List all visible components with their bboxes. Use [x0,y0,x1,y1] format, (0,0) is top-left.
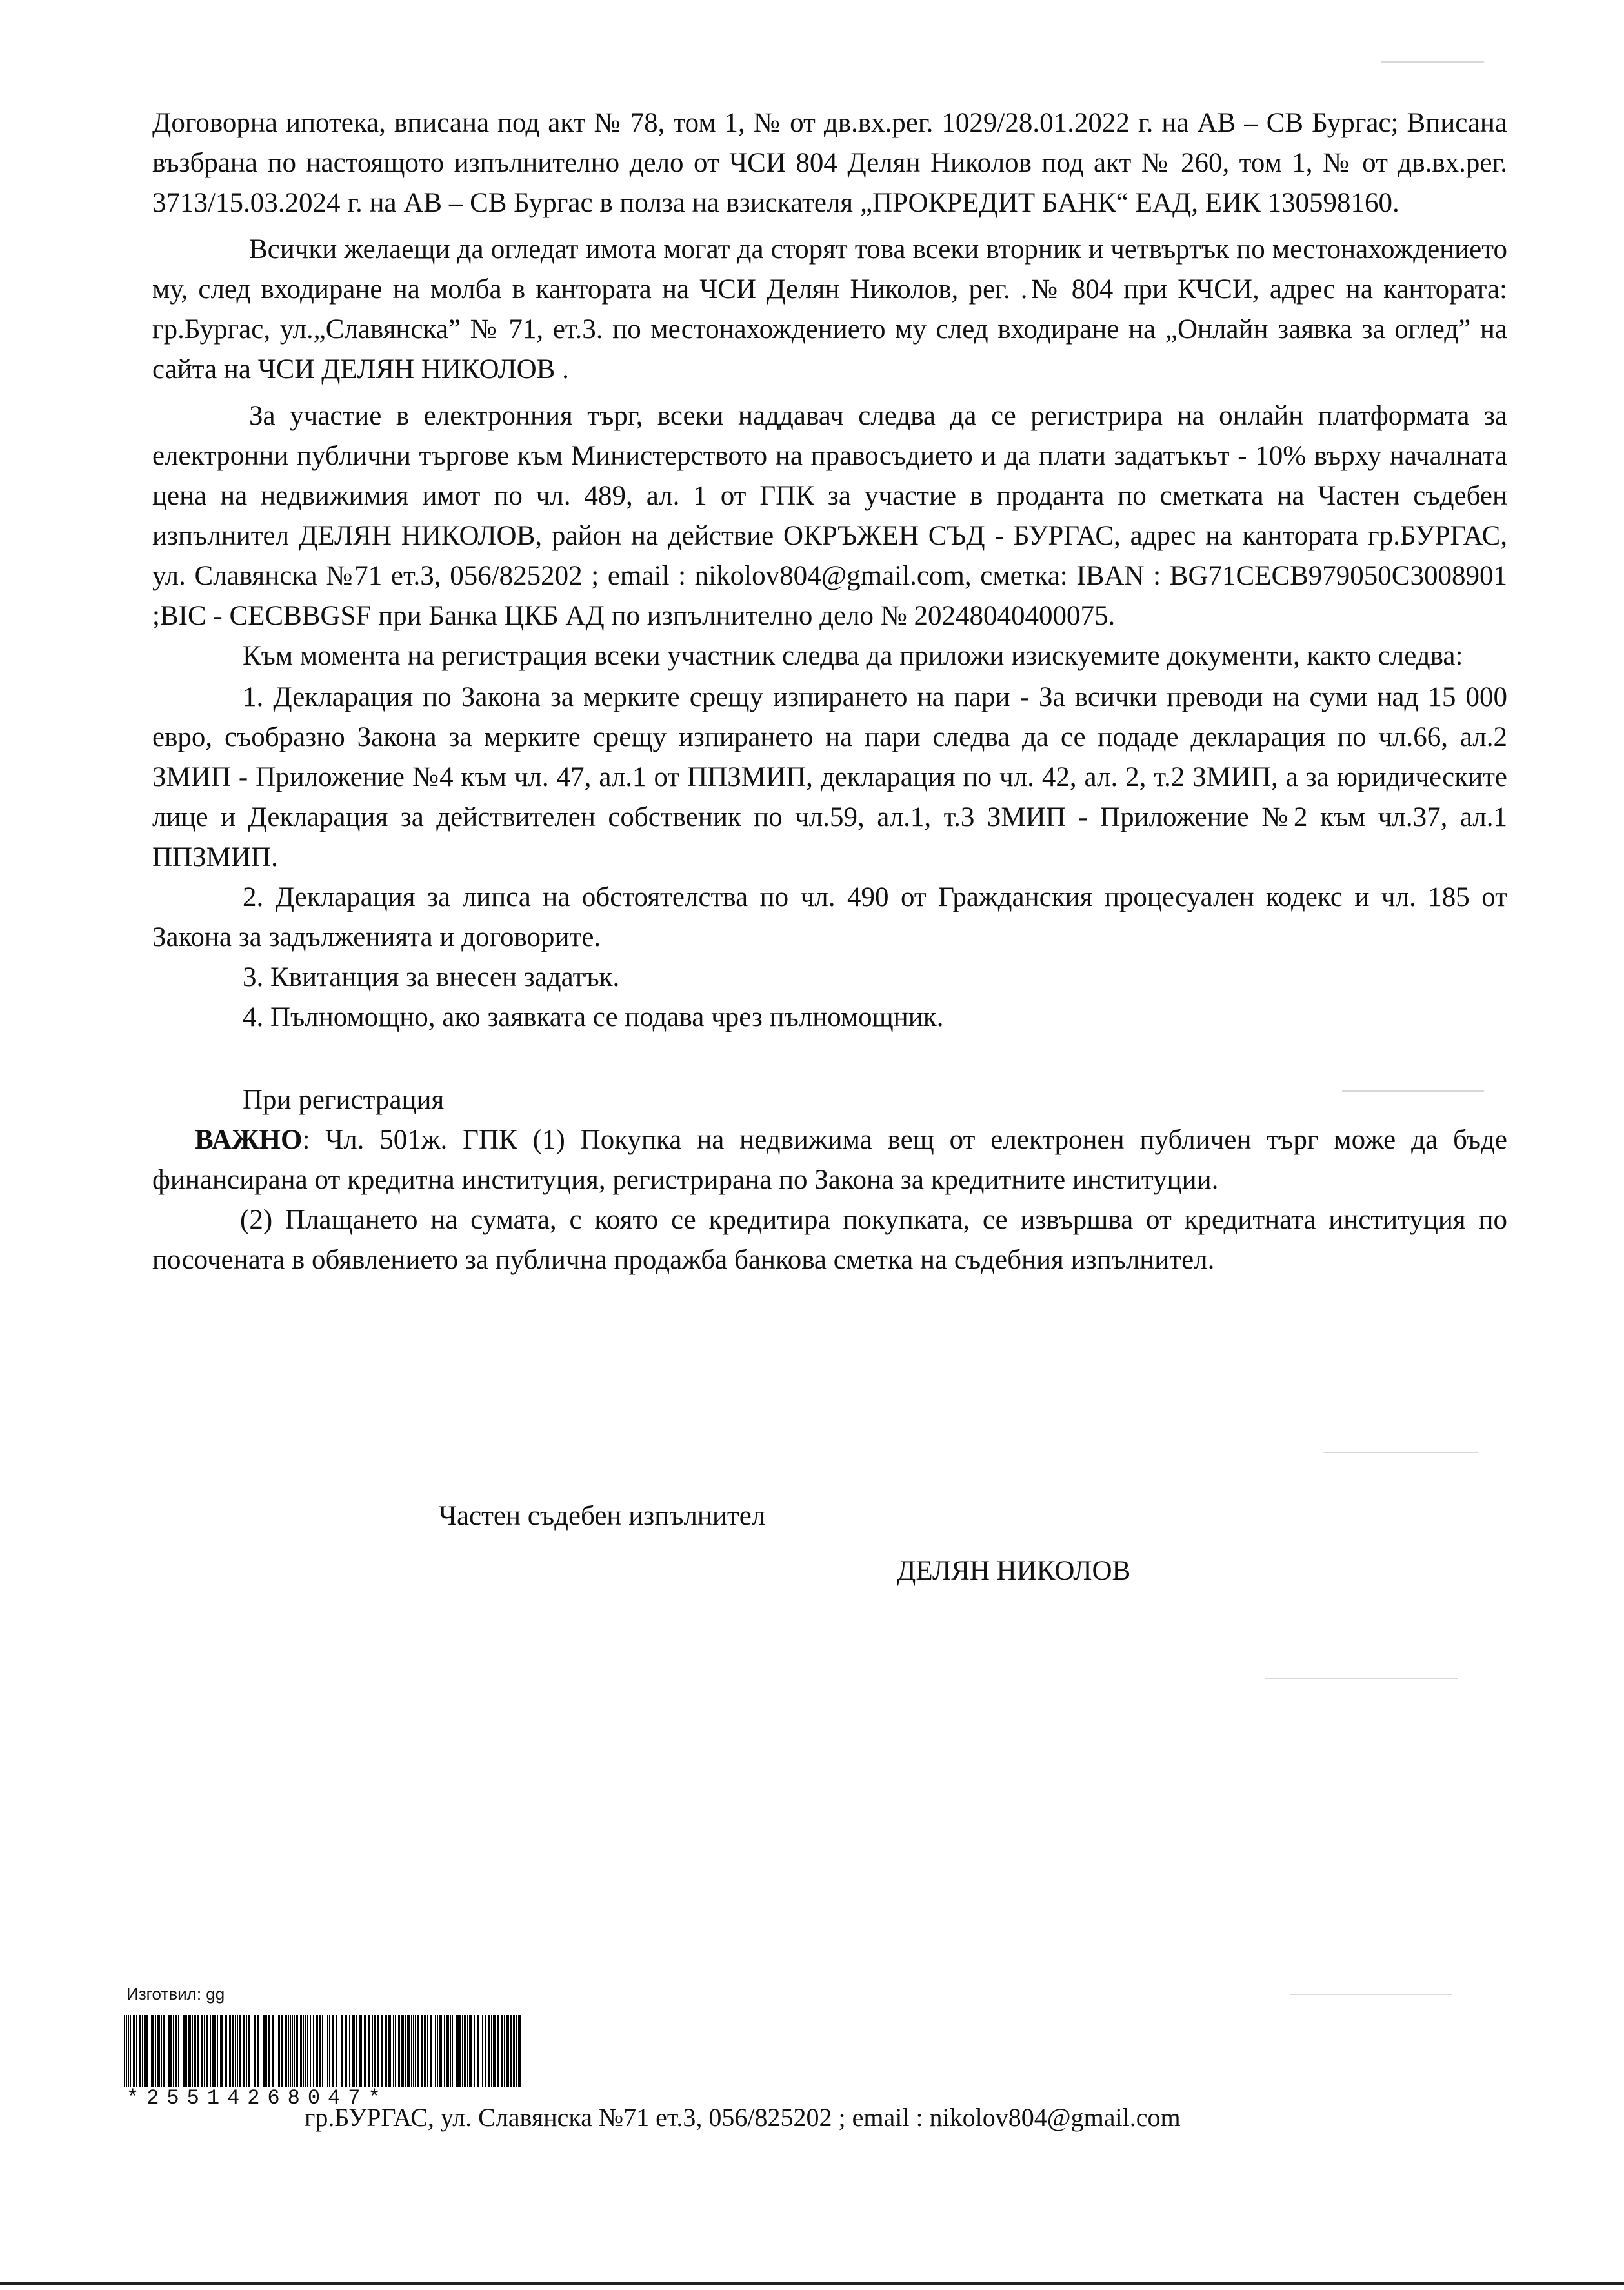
barcode-bar [212,2015,214,2087]
barcode-bar [151,2015,154,2087]
document-item-3: 3. Квитанция за внесен задатък. [243,962,620,992]
document-item-2: 2. Декларация за липса на обстоятелства по чл. 490 от Гражданския процесуален кодекс и чл. 185 от Закона за задълженията и договорите. [152,882,1507,952]
barcode-bar [173,2015,174,2087]
barcode-bar [168,2015,170,2087]
barcode-bar [300,2015,302,2087]
barcode-bar [220,2015,223,2087]
barcode-bar [146,2015,148,2087]
barcode-bar [395,2015,396,2087]
barcode-bar [403,2015,404,2087]
barcode-bar [374,2015,376,2087]
scan-speck [1381,61,1484,63]
barcode-bar [482,2015,483,2087]
barcode-bar [421,2015,423,2087]
barcode-bar [462,2015,463,2087]
prepared-by: Изготвил: gg [126,1984,225,2004]
barcode-bar [217,2015,218,2087]
barcode-bar [307,2015,308,2087]
barcode-bar [201,2015,203,2087]
barcode-bar [290,2015,291,2087]
barcode-bar [501,2015,503,2087]
barcode-bar [278,2015,279,2087]
barcode-bar [229,2015,231,2087]
barcode-bar [185,2015,187,2087]
barcode-bar [485,2015,486,2087]
barcode-bar [161,2015,162,2087]
barcode-bar [232,2015,234,2087]
barcode-bar [272,2015,274,2087]
barcode-bar [417,2015,419,2087]
barcode-bar [246,2015,247,2087]
barcode-bar [279,2015,280,2087]
barcode-bar [385,2015,387,2087]
document-body [152,103,1507,1280]
barcode-bar [225,2015,227,2087]
barcode-bar [430,2015,432,2087]
barcode-bar [266,2015,267,2087]
barcode-bar [359,2015,362,2087]
barcode-bar [377,2015,379,2087]
barcode-bar [452,2015,453,2087]
barcode-bar [178,2015,179,2087]
barcode-bar [305,2015,306,2087]
barcode-bar [303,2015,304,2087]
barcode-bar [352,2015,355,2087]
paragraph-viewing: Всички желаещи да огледат имота могат да сторят това всеки вторник и четвъртък по местонахождението му, след входиране на молба в канторатa на ЧСИ Делян Николов, рег. .№ 804 при КЧСИ, адрес на кантората: гр.Бургас, ул.„Славянска” № 71, ет.3. по местонахождението му след входиране на „Онлайн заявка за оглед” на сайта на ЧСИ ДЕЛЯН НИКОЛОВ . [152,234,1507,385]
document-item-1: 1. Декларация по Закона за мерките срещу изпирането на пари - За всички преводи на суми над 15 000 евро, съобразно Закона за мерките срещу изпирането на пари следва да се подаде декларация по чл.66, ал.2 ЗМИП - Приложение №4 към чл. 47, ал.1 от ППЗМИП, декларация по чл. 42, ал. 2, т.2 ЗМИП, а за юридическите лице и Декларация за действителен собственик по чл.59, ал.1, т.3 ЗМИП - Приложение №2 към чл.37, ал.1 ППЗМИП. [152,682,1507,872]
barcode-bar [469,2015,472,2087]
important-label: ВАЖНО [195,1125,303,1155]
barcode-bar [128,2015,129,2087]
barcode-bar [493,2015,496,2087]
barcode-bar [139,2015,141,2087]
page-bottom-rule [0,2282,1624,2285]
scan-speck [1290,1994,1452,1995]
barcode-bar [488,2015,490,2087]
barcode-bar [124,2015,125,2087]
barcode-digits: *25514268047* [126,2086,388,2110]
barcode-bar [254,2015,256,2087]
barcode-bar [450,2015,451,2087]
barcode-bar [296,2015,298,2087]
barcode-bar [175,2015,177,2087]
barcode-bar [281,2015,283,2087]
important-paragraph [152,1120,1507,1200]
barcode-bar [518,2015,521,2087]
paragraph-mortgage: Договорна ипотека, вписана под акт № 78, том 1, № от дв.вх.рег. 1029/28.01.2022 г. на АВ – СВ Бургас; Вписана възбрана по настоящото изпълнително дело от ЧСИ 804 Делян Николов под акт № 260, том 1, № от дв.вх.рег. 3713/15.03.2024 г. на АВ – СВ Бургас в полза на взискателя „ПРОКРЕДИТ БАНК“ ЕАД, ЕИК 130598160. [152,108,1507,218]
barcode-bar [516,2015,517,2087]
barcode-bar [444,2015,445,2087]
barcode-bar [194,2015,195,2087]
barcode-bar [157,2015,160,2087]
barcode-bar [142,2015,143,2087]
document-item-4: 4. Пълномощно, ако заявката се подава чрез пълномощник. [243,1002,944,1032]
scan-speck [1323,1452,1478,1453]
barcode-bar [345,2015,347,2087]
barcode-bar [144,2015,146,2087]
barcode-bar [413,2015,414,2087]
barcode-bar [405,2015,406,2087]
barcode-bar [235,2015,236,2087]
barcode-bar [393,2015,394,2087]
barcode-bar [243,2015,245,2087]
barcode-bar [504,2015,505,2087]
barcode-bar [214,2015,216,2087]
barcode-bar [285,2015,287,2087]
barcode-bar [313,2015,314,2087]
paragraph-documents-intro: Към момента на регистрация всеки участник следва да приложи изискуемите документи, както следва: [243,641,1463,671]
barcode-bar [268,2015,270,2087]
barcode-bar [497,2015,499,2087]
barcode-bar [329,2015,330,2087]
barcode-bar [459,2015,461,2087]
barcode-bar [427,2015,428,2087]
barcode-bar [310,2015,311,2087]
barcode-bar [446,2015,449,2087]
barcode-bar [195,2015,196,2087]
barcode-bar [133,2015,135,2087]
barcode-bar [401,2015,403,2087]
barcode-bar [130,2015,131,2087]
barcode-bar [239,2015,241,2087]
barcode-bar [322,2015,323,2087]
barcode-bar [441,2015,442,2087]
barcode-bar [474,2015,475,2087]
barcode-bar [407,2015,410,2087]
barcode-bar [319,2015,321,2087]
barcode-bar [372,2015,373,2087]
barcode-bar [364,2015,366,2087]
important-paragraph-2: (2) Плащането на сумата, с която се кредитира покупката, се извършва от кредитната институция по посочената в обявлението за публична продажба банкова сметка на съдебния изпълнител. [152,1205,1507,1275]
signature-name: ДЕЛЯН НИКОЛОВ [897,1556,1131,1586]
important-text: : Чл. 501ж. ГПК (1) Покупка на недвижима вещ от електронен публичен търг може да бъде финансирана от кредитна институция, регистрирана по Закона за кредитните институции. [152,1125,1507,1195]
barcode-bar [294,2015,295,2087]
barcode-bar [210,2015,211,2087]
barcode-bar [424,2015,426,2087]
barcode-bar [381,2015,383,2087]
barcode-bar [206,2015,208,2087]
barcode-bar [341,2015,343,2087]
barcode-bar [126,2015,127,2087]
barcode-bar [477,2015,479,2087]
signature-title: Частен съдебен изпълнител [439,1501,766,1531]
barcode-bar [136,2015,137,2087]
barcode-bar [336,2015,337,2087]
barcode-bar [163,2015,165,2087]
barcode-bar [356,2015,357,2087]
barcode-bar [513,2015,515,2087]
barcode-bar [192,2015,193,2087]
barcode-bar [155,2015,156,2087]
barcode-bar [248,2015,250,2087]
barcode-bar [257,2015,259,2087]
barcode-bar [183,2015,185,2087]
barcode-bar [411,2015,412,2087]
barcode-bar [398,2015,400,2087]
barcode-bar [510,2015,512,2087]
paragraph-participation: За участие в електронния търг, всеки наддавач следва да се регистрира на онлайн платформата за електронни публични търгове към Министерството на правосъдието и да плати задатъкът - 10% върху началната цена на недвижимия имот по чл. 489, ал. 1 от ГПК за участие в проданта по сметката на Частен съдебен изпълнител ДЕЛЯН НИКОЛОВ, район на действие ОКРЪЖЕН СЪД - БУРГАС, адрес на кантората гр.БУРГАС, ул. Славянска №71 ет.3, 056/825202 ; email : nikolov804@gmail.com, сметка: IBAN : BG71CECB979050C3008901 ;BIC - CECBBGSF при Банка ЦКБ АД по изпълнително дело № 20248040400075. [152,401,1507,631]
barcode-bar [506,2015,509,2087]
barcode-bar [491,2015,492,2087]
barcode-bar [237,2015,238,2087]
barcode-bar [464,2015,466,2087]
barcode-bar [316,2015,318,2087]
barcode-bar [415,2015,416,2087]
barcode-bar [197,2015,199,2087]
barcode-bar [435,2015,436,2087]
barcode-bar [292,2015,293,2087]
scan-speck [1265,1678,1458,1679]
barcode-bar [388,2015,391,2087]
barcode-bar [439,2015,441,2087]
barcode-bar [437,2015,438,2087]
barcode-bar [456,2015,459,2087]
scan-speck [1342,1090,1484,1092]
barcode-bar [188,2015,191,2087]
barcode [124,2015,524,2087]
barcode-bar [170,2015,172,2087]
barcode-bar [263,2015,266,2087]
barcode-bar [368,2015,370,2087]
barcode-bar [467,2015,468,2087]
registration-note: При регистрация [243,1085,445,1115]
barcode-bar [288,2015,289,2087]
barcode-bar [327,2015,328,2087]
barcode-bar [349,2015,350,2087]
barcode-bar [204,2015,205,2087]
barcode-bar [332,2015,334,2087]
footer-address: гр.БУРГАС, ул. Славянска №71 ет.3, 056/825202 ; email : nikolov804@gmail.com [305,2103,1181,2132]
